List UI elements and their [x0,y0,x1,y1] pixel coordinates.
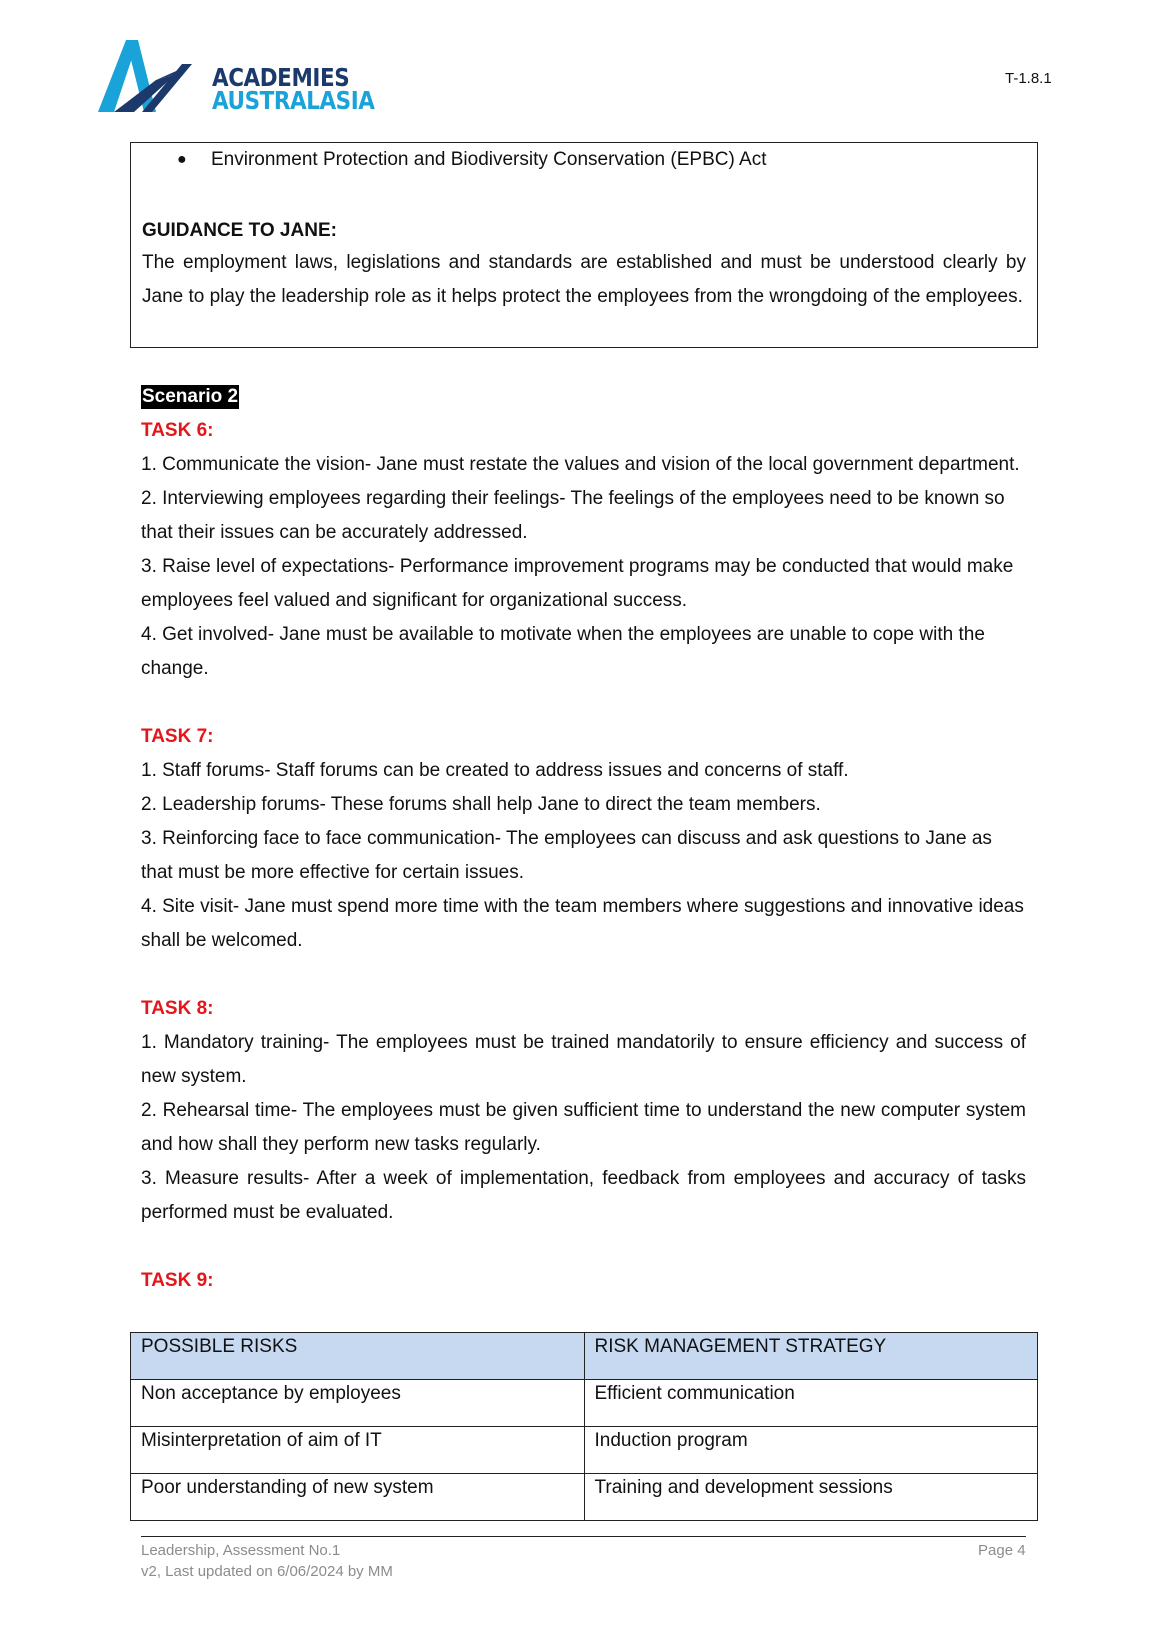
task-6-item: 2. Interviewing employees regarding their feelings- The feelings of the employees need to be known so that their issues can be accurately addressed. [141,488,1005,543]
footer-line-1: Leadership, Assessment No.1 [141,1542,341,1559]
table-cell: Misinterpretation of aim of IT [131,1427,585,1474]
table-cell: Poor understanding of new system [131,1474,585,1521]
task-6-item: 1. Communicate the vision- Jane must restate the values and vision of the local government department. [141,454,1020,475]
table-cell: Induction program [584,1427,1038,1474]
logo-line-2: AUSTRALASIA [212,86,375,115]
table-header-cell: RISK MANAGEMENT STRATEGY [584,1333,1038,1380]
task-6-section [141,414,1026,686]
table-row [131,1380,1038,1427]
academies-australasia-logo [96,38,376,120]
table-header-row [131,1333,1038,1380]
document-code: T-1.8.1 [1005,70,1052,87]
task-7-item: 4. Site visit- Jane must spend more time with the team members where suggestions and innovative ideas shall be welcomed. [141,896,1024,951]
logo-mark-icon [96,40,206,120]
task-7-item: 1. Staff forums- Staff forums can be created to address issues and concerns of staff. [141,760,849,781]
page-number: Page 4 [978,1542,1026,1559]
table-cell: Training and development sessions [584,1474,1038,1521]
task-9-title: TASK 9: [141,1270,214,1291]
logo-wordmark [212,63,375,115]
task-8-title: TASK 8: [141,998,214,1019]
logo-line-1: ACADEMIES [212,63,350,92]
task-8-section [141,992,1026,1230]
risk-table [130,1332,1038,1521]
table-header-cell: POSSIBLE RISKS [131,1333,585,1380]
task-7-item: 3. Reinforcing face to face communication- The employees can discuss and ask questions to Jane as that must be more effective for certain issues. [141,828,992,883]
scenario-label: Scenario 2 [142,386,239,407]
footer-divider [141,1536,1026,1537]
task-7-section [141,720,1026,958]
task-6-item: 3. Raise level of expectations- Performance improvement programs may be conducted that would make employees feel valued and significant for organizational success. [141,556,1014,611]
task-6-title: TASK 6: [141,420,214,441]
guidance-heading: GUIDANCE TO JANE: [142,220,337,241]
task-8-item: 2. Rehearsal time- The employees must be given sufficient time to understand the new computer system and how shall they perform new tasks regularly. [141,1100,1026,1155]
footer-line-2: v2, Last updated on 6/06/2024 by MM [141,1563,393,1580]
table-cell: Efficient communication [584,1380,1038,1427]
table-row [131,1427,1038,1474]
task-7-item: 2. Leadership forums- These forums shall help Jane to direct the team members. [141,794,821,815]
bullet-icon: ● [177,151,187,168]
task-8-item: 3. Measure results- After a week of implementation, feedback from employees and accuracy of tasks performed must be evaluated. [141,1168,1026,1223]
table-cell: Non acceptance by employees [131,1380,585,1427]
task-8-item: 1. Mandatory training- The employees must be trained mandatorily to ensure efficiency and success of new system. [141,1032,1026,1087]
main-content [141,380,1026,1298]
guidance-text: The employment laws, legislations and standards are established and must be understood clearly by Jane to play the leadership role as it helps protect the employees from the wrongdoing of the employees. [142,252,1026,307]
bullet-text: Environment Protection and Biodiversity Conservation (EPBC) Act [211,149,767,170]
task-6-item: 4. Get involved- Jane must be available to motivate when the employees are unable to cope with the change. [141,624,985,679]
footer-info [141,1540,393,1582]
task-7-title: TASK 7: [141,726,214,747]
guidance-box [130,142,1038,348]
table-row [131,1474,1038,1521]
